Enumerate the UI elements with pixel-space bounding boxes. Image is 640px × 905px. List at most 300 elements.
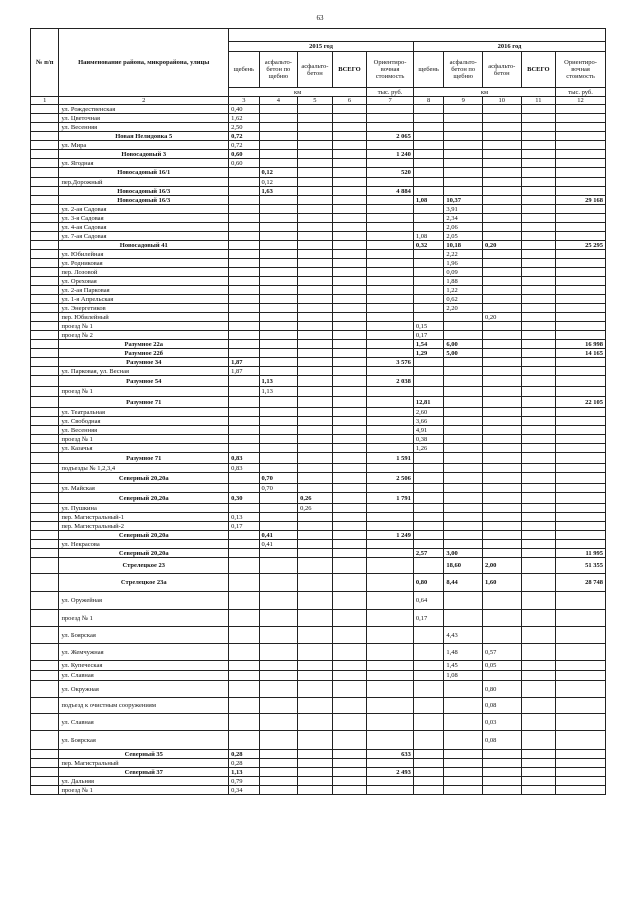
- value-cell-c6: [332, 558, 367, 574]
- value-cell-c6: [332, 196, 367, 205]
- value-cell-c3: 0,60: [229, 159, 259, 168]
- value-cell-c10: [482, 141, 521, 150]
- value-cell-c5: [298, 150, 333, 159]
- value-cell-c5: [298, 331, 333, 340]
- value-cell-c6: [332, 141, 367, 150]
- street-row: [31, 484, 606, 493]
- row-number-cell: [31, 178, 59, 187]
- value-cell-c9: 8,44: [444, 574, 483, 592]
- value-cell-c12: 16 998: [556, 340, 606, 349]
- value-cell-c3: [229, 408, 259, 417]
- value-cell-c3: 0,40: [229, 105, 259, 114]
- value-cell-c10: [482, 132, 521, 141]
- value-cell-c6: [332, 627, 367, 644]
- value-cell-c11: [521, 444, 556, 453]
- value-cell-c10: [482, 627, 521, 644]
- value-cell-c12: [556, 698, 606, 714]
- value-cell-c5: [298, 435, 333, 444]
- value-cell-c4: [259, 768, 298, 777]
- value-cell-c10: [482, 504, 521, 513]
- value-cell-c11: [521, 768, 556, 777]
- value-cell-c7: [367, 484, 414, 493]
- row-name-cell: проезд № 2: [59, 331, 229, 340]
- value-cell-c10: [482, 513, 521, 522]
- value-cell-c12: [556, 464, 606, 473]
- value-cell-c8: [413, 681, 443, 698]
- value-cell-c6: [332, 178, 367, 187]
- row-number-cell: [31, 241, 59, 250]
- district-row: [31, 349, 606, 358]
- value-cell-c5: [298, 464, 333, 473]
- value-cell-c9: 2,34: [444, 214, 483, 223]
- district-row: [31, 453, 606, 464]
- subheader-cell: щебень: [229, 52, 259, 88]
- value-cell-c10: 0,08: [482, 698, 521, 714]
- subheader-cell: асфальто-бетон: [482, 52, 521, 88]
- value-cell-c12: 25 295: [556, 241, 606, 250]
- value-cell-c4: [259, 196, 298, 205]
- value-cell-c5: [298, 473, 333, 484]
- value-cell-c10: [482, 376, 521, 387]
- value-cell-c6: [332, 493, 367, 504]
- subheader-cell: асфальто-бетон: [298, 52, 333, 88]
- value-cell-c9: [444, 187, 483, 196]
- value-cell-c5: [298, 627, 333, 644]
- value-cell-c12: [556, 504, 606, 513]
- row-name-cell: ул. Некрасова: [59, 540, 229, 549]
- row-name-cell: ул. Мира: [59, 141, 229, 150]
- row-number-cell: [31, 205, 59, 214]
- value-cell-c10: [482, 286, 521, 295]
- value-cell-c4: 1,13: [259, 387, 298, 397]
- value-cell-c7: 3 576: [367, 358, 414, 367]
- value-cell-c7: [367, 232, 414, 241]
- value-cell-c5: [298, 214, 333, 223]
- row-number-cell: [31, 540, 59, 549]
- value-cell-c6: [332, 250, 367, 259]
- value-cell-c7: 1 240: [367, 150, 414, 159]
- value-cell-c11: [521, 549, 556, 558]
- value-cell-c5: [298, 105, 333, 114]
- value-cell-c4: 0,70: [259, 473, 298, 484]
- value-cell-c8: [413, 671, 443, 681]
- value-cell-c8: [413, 214, 443, 223]
- value-cell-c7: [367, 671, 414, 681]
- value-cell-c11: [521, 513, 556, 522]
- row-name-cell: Разумное 22а: [59, 340, 229, 349]
- value-cell-c5: [298, 453, 333, 464]
- value-cell-c9: [444, 141, 483, 150]
- value-cell-c10: [482, 759, 521, 768]
- row-number-cell: [31, 313, 59, 322]
- value-cell-c4: [259, 313, 298, 322]
- value-cell-c10: 0,08: [482, 731, 521, 750]
- value-cell-c9: 2,06: [444, 223, 483, 232]
- value-cell-c12: [556, 150, 606, 159]
- value-cell-c7: [367, 504, 414, 513]
- row-number-cell: [31, 644, 59, 661]
- value-cell-c9: 1,96: [444, 259, 483, 268]
- value-cell-c3: 0,60: [229, 150, 259, 159]
- value-cell-c12: [556, 644, 606, 661]
- value-cell-c10: [482, 671, 521, 681]
- row-name-cell: пер. Магистральный-2: [59, 522, 229, 531]
- row-number-cell: [31, 132, 59, 141]
- value-cell-c10: [482, 268, 521, 277]
- col-number-header: № п/п: [31, 29, 59, 97]
- row-name-cell: Новая Нелидовка 5: [59, 132, 229, 141]
- value-cell-c11: [521, 644, 556, 661]
- value-cell-c5: [298, 549, 333, 558]
- value-cell-c11: [521, 150, 556, 159]
- value-cell-c12: [556, 367, 606, 376]
- column-index-cell: 10: [482, 97, 521, 105]
- column-index-cell: 1: [31, 97, 59, 105]
- value-cell-c9: 10,37: [444, 196, 483, 205]
- value-cell-c10: [482, 592, 521, 610]
- value-cell-c10: [482, 464, 521, 473]
- value-cell-c9: [444, 105, 483, 114]
- value-cell-c6: [332, 777, 367, 786]
- district-row: [31, 574, 606, 592]
- value-cell-c8: [413, 105, 443, 114]
- street-row: [31, 681, 606, 698]
- value-cell-c7: [367, 159, 414, 168]
- value-cell-c10: [482, 444, 521, 453]
- value-cell-c9: [444, 777, 483, 786]
- value-cell-c7: [367, 214, 414, 223]
- value-cell-c11: [521, 250, 556, 259]
- value-cell-c6: [332, 241, 367, 250]
- row-number-cell: [31, 259, 59, 268]
- value-cell-c3: 0,30: [229, 493, 259, 504]
- value-cell-c4: [259, 444, 298, 453]
- subheader-cell: асфальто-бетон по щебню: [444, 52, 483, 88]
- value-cell-c6: [332, 592, 367, 610]
- district-row: [31, 150, 606, 159]
- value-cell-c6: [332, 444, 367, 453]
- value-cell-c11: [521, 223, 556, 232]
- value-cell-c4: [259, 464, 298, 473]
- row-number-cell: [31, 376, 59, 387]
- value-cell-c4: [259, 205, 298, 214]
- unit-rub-2015: тыс. руб.: [367, 88, 414, 97]
- value-cell-c9: [444, 453, 483, 464]
- street-row: [31, 367, 606, 376]
- value-cell-c11: [521, 322, 556, 331]
- value-cell-c7: [367, 759, 414, 768]
- value-cell-c12: [556, 681, 606, 698]
- street-row: [31, 105, 606, 114]
- value-cell-c11: [521, 484, 556, 493]
- value-cell-c9: 1,22: [444, 286, 483, 295]
- value-cell-c8: [413, 159, 443, 168]
- value-cell-c4: [259, 435, 298, 444]
- value-cell-c6: [332, 159, 367, 168]
- row-name-cell: ул. Театральная: [59, 408, 229, 417]
- value-cell-c8: [413, 132, 443, 141]
- value-cell-c11: [521, 168, 556, 178]
- value-cell-c11: [521, 522, 556, 531]
- value-cell-c7: 2 038: [367, 376, 414, 387]
- value-cell-c12: [556, 513, 606, 522]
- value-cell-c5: [298, 376, 333, 387]
- row-number-cell: [31, 123, 59, 132]
- value-cell-c4: [259, 114, 298, 123]
- value-cell-c4: [259, 304, 298, 313]
- row-name-cell: Новосадовый 41: [59, 241, 229, 250]
- column-index-cell: 4: [259, 97, 298, 105]
- row-number-cell: [31, 435, 59, 444]
- value-cell-c7: [367, 349, 414, 358]
- value-cell-c3: 0,72: [229, 132, 259, 141]
- row-number-cell: [31, 493, 59, 504]
- value-cell-c6: [332, 123, 367, 132]
- street-row: [31, 786, 606, 795]
- value-cell-c3: [229, 187, 259, 196]
- value-cell-c8: 0,80: [413, 574, 443, 592]
- value-cell-c5: [298, 644, 333, 661]
- column-index-cell: 9: [444, 97, 483, 105]
- value-cell-c7: [367, 549, 414, 558]
- street-row: [31, 610, 606, 627]
- value-cell-c4: [259, 132, 298, 141]
- value-cell-c4: [259, 661, 298, 671]
- value-cell-c10: [482, 123, 521, 132]
- value-cell-c12: [556, 268, 606, 277]
- value-cell-c7: 520: [367, 168, 414, 178]
- value-cell-c11: [521, 205, 556, 214]
- value-cell-c7: [367, 644, 414, 661]
- row-number-cell: [31, 731, 59, 750]
- value-cell-c5: [298, 187, 333, 196]
- value-cell-c8: 0,17: [413, 331, 443, 340]
- value-cell-c4: [259, 777, 298, 786]
- street-row: [31, 214, 606, 223]
- value-cell-c7: [367, 522, 414, 531]
- value-cell-c9: [444, 376, 483, 387]
- row-number-cell: [31, 592, 59, 610]
- value-cell-c9: [444, 159, 483, 168]
- value-cell-c12: [556, 313, 606, 322]
- value-cell-c4: [259, 759, 298, 768]
- value-cell-c3: [229, 504, 259, 513]
- value-cell-c9: [444, 540, 483, 549]
- value-cell-c4: [259, 453, 298, 464]
- value-cell-c12: [556, 322, 606, 331]
- value-cell-c8: 0,38: [413, 435, 443, 444]
- row-name-cell: Новосадовый 16/1: [59, 168, 229, 178]
- value-cell-c8: [413, 168, 443, 178]
- row-number-cell: [31, 574, 59, 592]
- value-cell-c6: [332, 114, 367, 123]
- value-cell-c11: [521, 331, 556, 340]
- value-cell-c4: [259, 731, 298, 750]
- value-cell-c6: [332, 376, 367, 387]
- row-name-cell: проезд № 1: [59, 387, 229, 397]
- value-cell-c6: [332, 223, 367, 232]
- value-cell-c7: [367, 397, 414, 408]
- row-number-cell: [31, 627, 59, 644]
- value-cell-c5: [298, 531, 333, 540]
- value-cell-c3: 0,79: [229, 777, 259, 786]
- row-name-cell: Северный 20,20а: [59, 531, 229, 540]
- row-name-cell: ул. Пушкина: [59, 504, 229, 513]
- value-cell-c4: [259, 750, 298, 759]
- value-cell-c12: [556, 777, 606, 786]
- value-cell-c6: [332, 464, 367, 473]
- value-cell-c8: [413, 205, 443, 214]
- value-cell-c7: [367, 223, 414, 232]
- value-cell-c9: [444, 367, 483, 376]
- row-number-cell: [31, 187, 59, 196]
- value-cell-c5: [298, 731, 333, 750]
- value-cell-c10: [482, 453, 521, 464]
- value-cell-c7: [367, 408, 414, 417]
- value-cell-c8: [413, 731, 443, 750]
- value-cell-c11: [521, 232, 556, 241]
- row-name-cell: пер. Лозовой: [59, 268, 229, 277]
- value-cell-c10: [482, 331, 521, 340]
- value-cell-c3: [229, 444, 259, 453]
- value-cell-c11: [521, 259, 556, 268]
- street-row: [31, 661, 606, 671]
- value-cell-c12: [556, 731, 606, 750]
- value-cell-c4: [259, 259, 298, 268]
- district-row: [31, 358, 606, 367]
- row-number-cell: [31, 331, 59, 340]
- value-cell-c9: [444, 123, 483, 132]
- street-row: [31, 627, 606, 644]
- value-cell-c8: 2,60: [413, 408, 443, 417]
- value-cell-c10: [482, 522, 521, 531]
- value-cell-c11: [521, 777, 556, 786]
- value-cell-c7: 4 884: [367, 187, 414, 196]
- value-cell-c10: [482, 426, 521, 435]
- value-cell-c9: 6,00: [444, 340, 483, 349]
- value-cell-c5: [298, 295, 333, 304]
- value-cell-c7: [367, 105, 414, 114]
- value-cell-c9: [444, 331, 483, 340]
- value-cell-c8: [413, 367, 443, 376]
- street-row: [31, 417, 606, 426]
- value-cell-c5: [298, 681, 333, 698]
- row-number-cell: [31, 214, 59, 223]
- value-cell-c7: 2 065: [367, 132, 414, 141]
- value-cell-c6: [332, 504, 367, 513]
- street-row: [31, 426, 606, 435]
- value-cell-c7: [367, 259, 414, 268]
- value-cell-c3: [229, 250, 259, 259]
- column-index-cell: 5: [298, 97, 333, 105]
- value-cell-c12: [556, 304, 606, 313]
- row-name-cell: ул. 4-ая Садовая: [59, 223, 229, 232]
- value-cell-c7: [367, 322, 414, 331]
- value-cell-c9: [444, 531, 483, 540]
- row-number-cell: [31, 367, 59, 376]
- value-cell-c9: 2,22: [444, 250, 483, 259]
- value-cell-c3: [229, 610, 259, 627]
- value-cell-c8: [413, 759, 443, 768]
- value-cell-c11: [521, 435, 556, 444]
- value-cell-c6: [332, 574, 367, 592]
- value-cell-c4: [259, 367, 298, 376]
- value-cell-c7: [367, 698, 414, 714]
- value-cell-c4: [259, 671, 298, 681]
- value-cell-c10: 0,20: [482, 241, 521, 250]
- street-row: [31, 286, 606, 295]
- value-cell-c6: [332, 349, 367, 358]
- street-row: [31, 435, 606, 444]
- table-body: [31, 105, 606, 795]
- value-cell-c3: [229, 644, 259, 661]
- row-name-cell: ул. Боярская: [59, 627, 229, 644]
- value-cell-c5: [298, 426, 333, 435]
- value-cell-c11: [521, 313, 556, 322]
- value-cell-c3: 0,17: [229, 522, 259, 531]
- row-name-cell: Разумное 54: [59, 376, 229, 387]
- value-cell-c6: [332, 277, 367, 286]
- value-cell-c12: [556, 187, 606, 196]
- value-cell-c11: [521, 358, 556, 367]
- value-cell-c3: [229, 681, 259, 698]
- value-cell-c5: [298, 168, 333, 178]
- value-cell-c3: 0,28: [229, 759, 259, 768]
- value-cell-c3: [229, 435, 259, 444]
- value-cell-c5: [298, 484, 333, 493]
- street-row: [31, 304, 606, 313]
- value-cell-c3: [229, 205, 259, 214]
- value-cell-c11: [521, 531, 556, 540]
- row-name-cell: проезд № 1: [59, 786, 229, 795]
- row-name-cell: ул. Боярская: [59, 731, 229, 750]
- value-cell-c9: 18,60: [444, 558, 483, 574]
- value-cell-c11: [521, 214, 556, 223]
- row-number-cell: [31, 417, 59, 426]
- district-row: [31, 376, 606, 387]
- subheader-cell: ВСЕГО: [332, 52, 367, 88]
- value-cell-c4: [259, 714, 298, 731]
- value-cell-c7: [367, 205, 414, 214]
- column-index-cell: 8: [413, 97, 443, 105]
- street-row: [31, 731, 606, 750]
- value-cell-c6: [332, 531, 367, 540]
- value-cell-c3: [229, 417, 259, 426]
- value-cell-c5: [298, 223, 333, 232]
- row-name-cell: Новосадовый 16/3: [59, 196, 229, 205]
- value-cell-c3: [229, 558, 259, 574]
- row-name-cell: ул. Ягодная: [59, 159, 229, 168]
- value-cell-c7: [367, 268, 414, 277]
- value-cell-c3: 0,83: [229, 453, 259, 464]
- street-row: [31, 277, 606, 286]
- street-row: [31, 250, 606, 259]
- row-number-cell: [31, 397, 59, 408]
- value-cell-c6: [332, 132, 367, 141]
- subheader-cell: ВСЕГО: [521, 52, 556, 88]
- value-cell-c12: [556, 232, 606, 241]
- street-row: [31, 313, 606, 322]
- value-cell-c3: [229, 376, 259, 387]
- year-2015-header: 2015 год: [229, 42, 414, 52]
- value-cell-c7: [367, 417, 414, 426]
- value-cell-c10: [482, 549, 521, 558]
- value-cell-c5: 0,26: [298, 493, 333, 504]
- row-number-cell: [31, 322, 59, 331]
- value-cell-c3: 0,83: [229, 464, 259, 473]
- value-cell-c5: [298, 132, 333, 141]
- subheader-cell: щебень: [413, 52, 443, 88]
